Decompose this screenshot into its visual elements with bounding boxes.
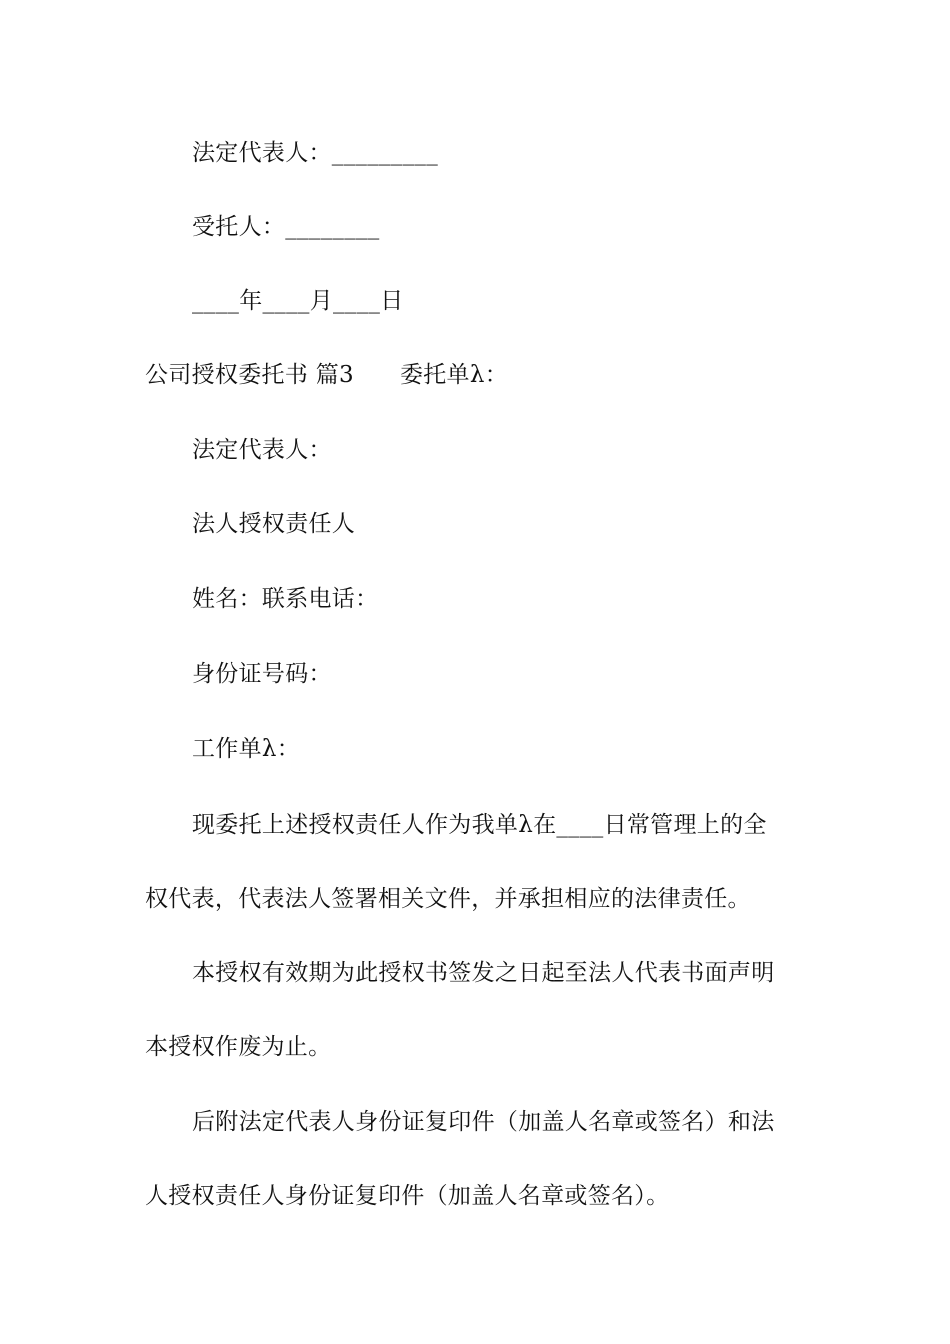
- validity-paragraph-line-2: 本授权作废为止。: [145, 1034, 332, 1060]
- date-line: ____年____月____日: [192, 288, 404, 314]
- name-phone-label: 姓名：联系电话：: [192, 586, 379, 612]
- legal-representative-label: 法定代表人：: [192, 437, 332, 463]
- authorization-paragraph-line-2: 权代表，代表法人签署相关文件，并承担相应的法律责任。: [145, 886, 751, 912]
- attachment-paragraph-line-2: 人授权责任人身份证复印件（加盖人名章或签名）。: [145, 1183, 670, 1209]
- authorization-paragraph-line-1: 现委托上述授权责任人作为我单λ在____日常管理上的全: [192, 812, 767, 838]
- trustee-line: 受托人：________: [192, 214, 380, 240]
- document-title: 公司授权委托书 篇3: [145, 362, 354, 388]
- client-unit-label: 委托单λ：: [399, 362, 509, 388]
- authorized-person-label: 法人授权责任人: [192, 511, 356, 537]
- id-number-label: 身份证号码：: [192, 661, 332, 687]
- work-unit-label: 工作单λ：: [192, 736, 301, 762]
- attachment-paragraph-line-1: 后附法定代表人身份证复印件（加盖人名章或签名）和法: [192, 1109, 775, 1135]
- section-heading: [145, 360, 810, 390]
- legal-representative-line: 法定代表人：_________: [192, 140, 438, 166]
- validity-paragraph-line-1: 本授权有效期为此授权书签发之日起至法人代表书面声明: [192, 960, 775, 986]
